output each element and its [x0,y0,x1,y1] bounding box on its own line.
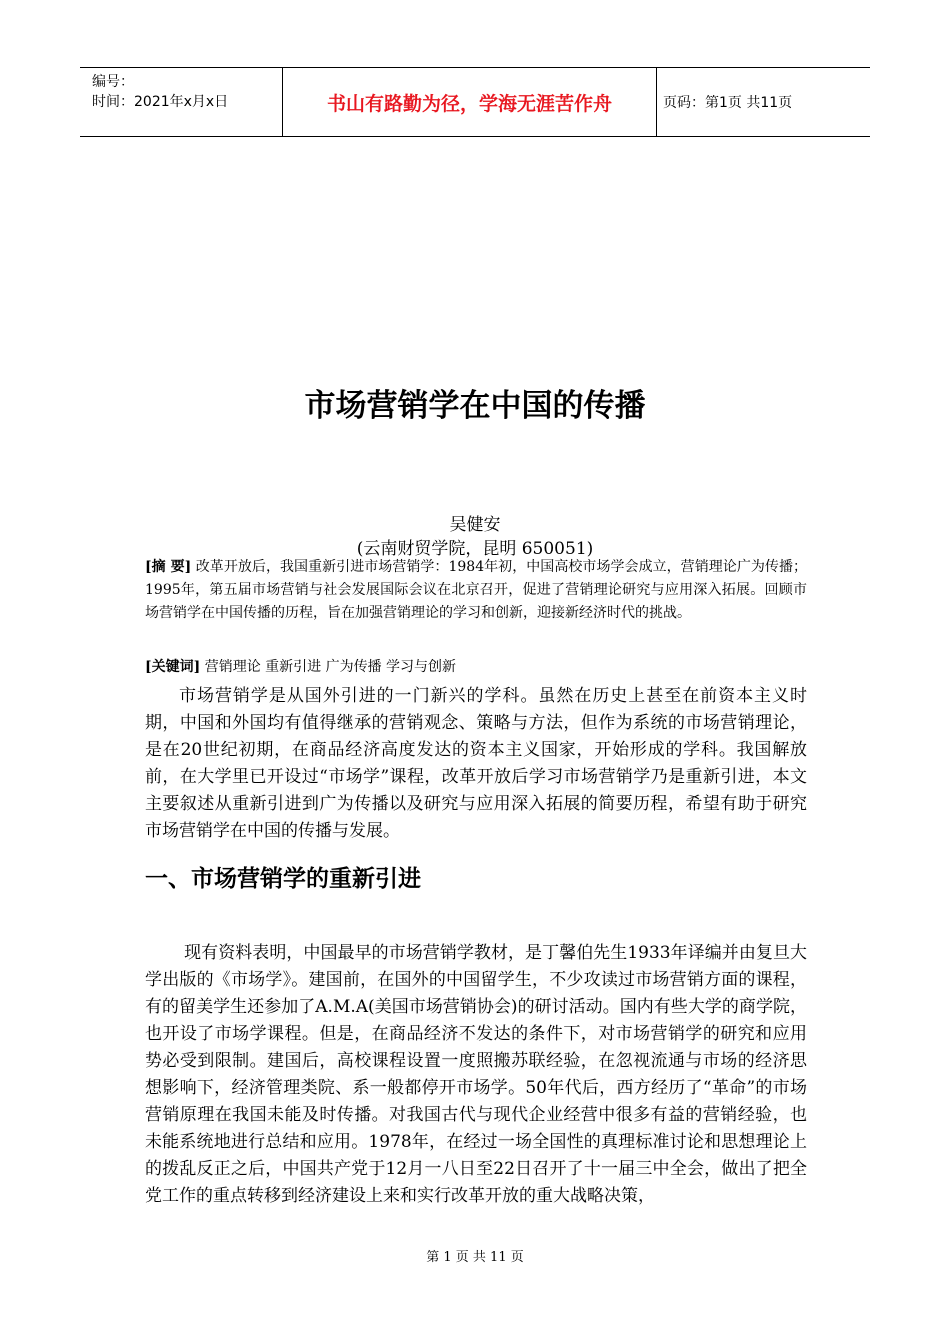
intro-paragraph: 市场营销学是从国外引进的一门新兴的学科。虽然在历史上甚至在前资本主义时期，中国和外国均有值得继承的营销观念、策略与方法，但作为系统的市场营销理论，是在20世纪初期，在商品经济高度发达的资本主义国家，开始形成的学科。我国解放前，在大学里已开设过“市场学”课程，改革开放后学习市场营销学乃是重新引进，本文主要叙述从重新引进到广为传播以及研究与应用深入拓展的简要历程，希望有助于研究市场营销学在中国的传播与发展。 [145,686,807,841]
header-meta-cell [80,68,283,136]
number-label: 编号： [92,74,134,90]
author-affiliation: (云南财贸学院，昆明 650051) [356,539,594,559]
section-heading: 一、市场营销学的重新引进 [145,866,421,892]
document-title: 市场营销学在中国的传播 [304,388,646,424]
body-paragraph: 现有资料表明，中国最早的市场营销学教材，是丁馨伯先生1933年译编并由复旦大学出版的《市场学》。建国前，在国外的中国留学生，不少攻读过市场营销方面的课程，有的留美学生还参加了A.M.A(美国市场营销协会)的研讨活动。国内有些大学的商学院，也开设了市场学课程。但是，在商品经济不发达的条件下，对市场营销学的研究和应用势必受到限制。建国后，高校课程设置一度照搬苏联经验，在忽视流通与市场的经济思想影响下，经济管理类院、系一般都停开市场学。50年代后，西方经历了“革命”的市场营销原理在我国未能及时传播。对我国古代与现代企业经营中很多有益的营销经验，也未能系统地进行总结和应用。1978年，在经过一场全国性的真理标准讨论和思想理论上的拨乱反正之后，中国共产党于12月一八日至22日召开了十一届三中全会，做出了把全党工作的重点转移到经济建设上来和实行改革开放的重大战略决策， [145,943,807,1206]
header-table [80,67,870,137]
author-name: 吴健安 [449,515,501,535]
motto-text: 书山有路勤为径，学海无涯苦作舟 [326,92,612,115]
abstract-label: [摘 要] [145,559,192,575]
time-label: 时间：2021年x月x日 [92,94,229,110]
page-footer: 第 1 页 共 11 页 [426,1250,524,1265]
motto-cell [283,68,657,136]
page-label: 页码：第1页 共11页 [663,95,793,111]
keywords [145,656,807,678]
keywords-label: [关键词] [145,659,201,675]
abstract [145,556,807,625]
page-number-cell [657,68,870,136]
abstract-text: 改革开放后，我国重新引进市场营销学：1984年初，中国高校市场学会成立，营销理论广为传播；1995年，第五届市场营销与社会发展国际会议在北京召开，促进了营销理论研究与应用深入拓展。回顾市场营销学在中国传播的历程，旨在加强营销理论的学习和创新，迎接新经济时代的挑战。 [145,559,807,621]
keywords-text: 营销理论 重新引进 广为传播 学习与创新 [200,659,457,675]
